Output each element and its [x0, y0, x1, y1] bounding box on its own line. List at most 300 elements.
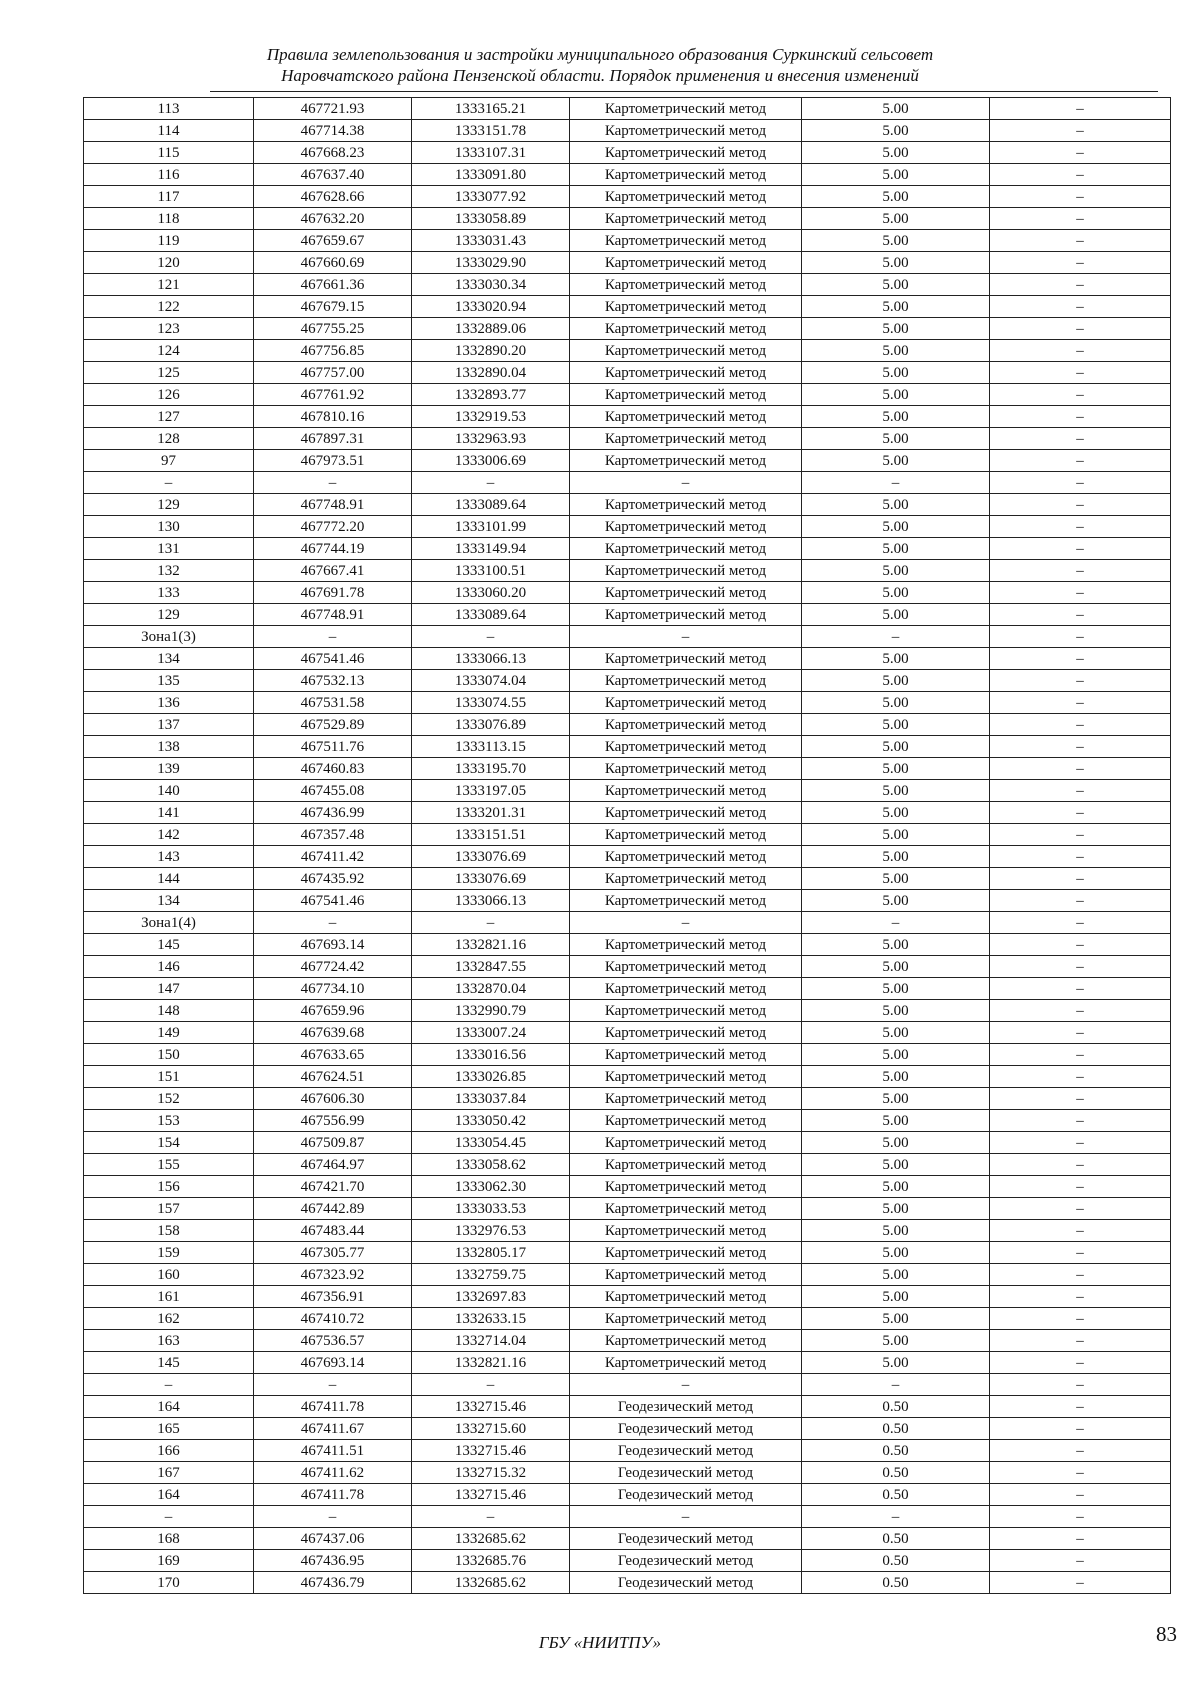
- table-row: [84, 824, 1171, 846]
- x-coordinate-cell: 467724.42: [254, 956, 412, 978]
- description-cell: –: [990, 692, 1171, 714]
- description-cell: –: [990, 802, 1171, 824]
- description-cell: –: [990, 362, 1171, 384]
- point-number-cell: 160: [84, 1264, 254, 1286]
- y-coordinate-cell: 1333076.69: [412, 846, 570, 868]
- table-row: [84, 890, 1171, 912]
- x-coordinate-cell: 467356.91: [254, 1286, 412, 1308]
- method-cell: Картометрический метод: [570, 340, 802, 362]
- method-cell: Геодезический метод: [570, 1396, 802, 1418]
- x-coordinate-cell: 467436.79: [254, 1572, 412, 1594]
- method-cell: Геодезический метод: [570, 1550, 802, 1572]
- method-cell: Картометрический метод: [570, 978, 802, 1000]
- description-cell: –: [990, 1374, 1171, 1396]
- description-cell: –: [990, 252, 1171, 274]
- point-number-cell: 167: [84, 1462, 254, 1484]
- table-row: [84, 692, 1171, 714]
- point-number-cell: 144: [84, 868, 254, 890]
- point-number-cell: 129: [84, 494, 254, 516]
- accuracy-cell: 5.00: [802, 890, 990, 912]
- x-coordinate-cell: 467411.42: [254, 846, 412, 868]
- y-coordinate-cell: 1332715.46: [412, 1484, 570, 1506]
- y-coordinate-cell: 1333031.43: [412, 230, 570, 252]
- x-coordinate-cell: 467541.46: [254, 648, 412, 670]
- method-cell: Картометрический метод: [570, 164, 802, 186]
- description-cell: –: [990, 472, 1171, 494]
- x-coordinate-cell: 467442.89: [254, 1198, 412, 1220]
- y-coordinate-cell: 1333151.78: [412, 120, 570, 142]
- x-coordinate-cell: 467734.10: [254, 978, 412, 1000]
- method-cell: Картометрический метод: [570, 802, 802, 824]
- method-cell: Картометрический метод: [570, 1264, 802, 1286]
- table-row: [84, 780, 1171, 802]
- description-cell: –: [990, 670, 1171, 692]
- x-coordinate-cell: 467421.70: [254, 1176, 412, 1198]
- table-row: [84, 186, 1171, 208]
- table-row: [84, 758, 1171, 780]
- accuracy-cell: 5.00: [802, 604, 990, 626]
- method-cell: Картометрический метод: [570, 956, 802, 978]
- accuracy-cell: 5.00: [802, 1088, 990, 1110]
- description-cell: –: [990, 98, 1171, 120]
- method-cell: Картометрический метод: [570, 736, 802, 758]
- method-cell: Геодезический метод: [570, 1484, 802, 1506]
- description-cell: –: [990, 1484, 1171, 1506]
- x-coordinate-cell: –: [254, 1374, 412, 1396]
- y-coordinate-cell: 1332805.17: [412, 1242, 570, 1264]
- method-cell: Картометрический метод: [570, 758, 802, 780]
- method-cell: Картометрический метод: [570, 406, 802, 428]
- table-row: [84, 1198, 1171, 1220]
- description-cell: –: [990, 1022, 1171, 1044]
- table-row: [84, 1396, 1171, 1418]
- description-cell: –: [990, 1550, 1171, 1572]
- method-cell: Картометрический метод: [570, 1176, 802, 1198]
- accuracy-cell: 5.00: [802, 692, 990, 714]
- description-cell: –: [990, 340, 1171, 362]
- method-cell: Геодезический метод: [570, 1418, 802, 1440]
- point-number-cell: 136: [84, 692, 254, 714]
- point-number-cell: 147: [84, 978, 254, 1000]
- point-number-cell: 124: [84, 340, 254, 362]
- accuracy-cell: 5.00: [802, 736, 990, 758]
- description-cell: –: [990, 648, 1171, 670]
- point-number-cell: 113: [84, 98, 254, 120]
- accuracy-cell: –: [802, 1374, 990, 1396]
- description-cell: –: [990, 1286, 1171, 1308]
- point-number-cell: 114: [84, 120, 254, 142]
- y-coordinate-cell: 1333029.90: [412, 252, 570, 274]
- y-coordinate-cell: 1333074.04: [412, 670, 570, 692]
- point-number-cell: 146: [84, 956, 254, 978]
- description-cell: –: [990, 780, 1171, 802]
- point-number-cell: 129: [84, 604, 254, 626]
- method-cell: Картометрический метод: [570, 384, 802, 406]
- point-number-cell: –: [84, 1374, 254, 1396]
- table-row: [84, 274, 1171, 296]
- y-coordinate-cell: 1332919.53: [412, 406, 570, 428]
- method-cell: Картометрический метод: [570, 890, 802, 912]
- method-cell: Картометрический метод: [570, 538, 802, 560]
- accuracy-cell: 5.00: [802, 868, 990, 890]
- description-cell: –: [990, 406, 1171, 428]
- point-number-cell: 123: [84, 318, 254, 340]
- y-coordinate-cell: 1333165.21: [412, 98, 570, 120]
- y-coordinate-cell: 1333016.56: [412, 1044, 570, 1066]
- table-row: [84, 1220, 1171, 1242]
- x-coordinate-cell: 467511.76: [254, 736, 412, 758]
- accuracy-cell: 5.00: [802, 538, 990, 560]
- point-number-cell: 134: [84, 648, 254, 670]
- table-row: [84, 1110, 1171, 1132]
- accuracy-cell: 5.00: [802, 1198, 990, 1220]
- y-coordinate-cell: 1333062.30: [412, 1176, 570, 1198]
- x-coordinate-cell: 467632.20: [254, 208, 412, 230]
- y-coordinate-cell: 1333006.69: [412, 450, 570, 472]
- x-coordinate-cell: 467411.62: [254, 1462, 412, 1484]
- point-number-cell: 132: [84, 560, 254, 582]
- accuracy-cell: 5.00: [802, 428, 990, 450]
- x-coordinate-cell: 467323.92: [254, 1264, 412, 1286]
- y-coordinate-cell: 1333066.13: [412, 648, 570, 670]
- x-coordinate-cell: –: [254, 1506, 412, 1528]
- method-cell: –: [570, 912, 802, 934]
- description-cell: –: [990, 1264, 1171, 1286]
- y-coordinate-cell: 1333050.42: [412, 1110, 570, 1132]
- accuracy-cell: 5.00: [802, 1308, 990, 1330]
- x-coordinate-cell: 467628.66: [254, 186, 412, 208]
- method-cell: Картометрический метод: [570, 1154, 802, 1176]
- x-coordinate-cell: 467606.30: [254, 1088, 412, 1110]
- table-row: [84, 538, 1171, 560]
- table-row: [84, 1022, 1171, 1044]
- accuracy-cell: 5.00: [802, 142, 990, 164]
- method-cell: Картометрический метод: [570, 274, 802, 296]
- method-cell: Геодезический метод: [570, 1572, 802, 1594]
- table-row: [84, 846, 1171, 868]
- method-cell: Картометрический метод: [570, 1000, 802, 1022]
- accuracy-cell: 5.00: [802, 648, 990, 670]
- description-cell: –: [990, 758, 1171, 780]
- point-number-cell: 117: [84, 186, 254, 208]
- x-coordinate-cell: 467668.23: [254, 142, 412, 164]
- y-coordinate-cell: 1332697.83: [412, 1286, 570, 1308]
- table-row: [84, 582, 1171, 604]
- description-cell: –: [990, 516, 1171, 538]
- accuracy-cell: 5.00: [802, 98, 990, 120]
- point-number-cell: Зона1(3): [84, 626, 254, 648]
- method-cell: –: [570, 626, 802, 648]
- page-number: 83: [1156, 1622, 1177, 1646]
- y-coordinate-cell: 1333149.94: [412, 538, 570, 560]
- accuracy-cell: 5.00: [802, 406, 990, 428]
- x-coordinate-cell: 467679.15: [254, 296, 412, 318]
- point-number-cell: 133: [84, 582, 254, 604]
- method-cell: Картометрический метод: [570, 1242, 802, 1264]
- page-header: [0, 44, 1200, 86]
- point-number-cell: 119: [84, 230, 254, 252]
- y-coordinate-cell: 1332714.04: [412, 1330, 570, 1352]
- x-coordinate-cell: 467637.40: [254, 164, 412, 186]
- method-cell: Картометрический метод: [570, 318, 802, 340]
- method-cell: Картометрический метод: [570, 186, 802, 208]
- point-number-cell: 150: [84, 1044, 254, 1066]
- description-cell: –: [990, 1440, 1171, 1462]
- point-number-cell: 128: [84, 428, 254, 450]
- x-coordinate-cell: –: [254, 472, 412, 494]
- point-number-cell: 159: [84, 1242, 254, 1264]
- x-coordinate-cell: 467693.14: [254, 934, 412, 956]
- table-row: [84, 472, 1171, 494]
- method-cell: Картометрический метод: [570, 1220, 802, 1242]
- accuracy-cell: 5.00: [802, 1242, 990, 1264]
- x-coordinate-cell: 467357.48: [254, 824, 412, 846]
- y-coordinate-cell: 1332890.20: [412, 340, 570, 362]
- accuracy-cell: 5.00: [802, 1330, 990, 1352]
- x-coordinate-cell: 467761.92: [254, 384, 412, 406]
- x-coordinate-cell: 467411.67: [254, 1418, 412, 1440]
- y-coordinate-cell: 1332893.77: [412, 384, 570, 406]
- method-cell: Картометрический метод: [570, 142, 802, 164]
- table-row: [84, 1418, 1171, 1440]
- table-row: [84, 1550, 1171, 1572]
- x-coordinate-cell: 467483.44: [254, 1220, 412, 1242]
- x-coordinate-cell: 467536.57: [254, 1330, 412, 1352]
- description-cell: –: [990, 1000, 1171, 1022]
- y-coordinate-cell: –: [412, 472, 570, 494]
- description-cell: –: [990, 1396, 1171, 1418]
- accuracy-cell: 5.00: [802, 824, 990, 846]
- method-cell: Картометрический метод: [570, 98, 802, 120]
- accuracy-cell: 5.00: [802, 1352, 990, 1374]
- method-cell: –: [570, 1506, 802, 1528]
- table-row: [84, 1440, 1171, 1462]
- description-cell: –: [990, 538, 1171, 560]
- method-cell: Картометрический метод: [570, 1352, 802, 1374]
- coordinates-table-body: [84, 98, 1171, 1594]
- y-coordinate-cell: 1333197.05: [412, 780, 570, 802]
- description-cell: –: [990, 296, 1171, 318]
- description-cell: –: [990, 604, 1171, 626]
- method-cell: Картометрический метод: [570, 516, 802, 538]
- accuracy-cell: 5.00: [802, 318, 990, 340]
- table-row: [84, 1264, 1171, 1286]
- y-coordinate-cell: 1332685.62: [412, 1572, 570, 1594]
- point-number-cell: 155: [84, 1154, 254, 1176]
- accuracy-cell: 5.00: [802, 384, 990, 406]
- method-cell: Картометрический метод: [570, 582, 802, 604]
- method-cell: Картометрический метод: [570, 428, 802, 450]
- accuracy-cell: 5.00: [802, 1286, 990, 1308]
- x-coordinate-cell: 467756.85: [254, 340, 412, 362]
- point-number-cell: 142: [84, 824, 254, 846]
- table-row: [84, 626, 1171, 648]
- y-coordinate-cell: 1332976.53: [412, 1220, 570, 1242]
- x-coordinate-cell: 467305.77: [254, 1242, 412, 1264]
- accuracy-cell: 5.00: [802, 802, 990, 824]
- method-cell: Картометрический метод: [570, 824, 802, 846]
- x-coordinate-cell: 467531.58: [254, 692, 412, 714]
- x-coordinate-cell: 467556.99: [254, 1110, 412, 1132]
- accuracy-cell: 5.00: [802, 846, 990, 868]
- point-number-cell: 97: [84, 450, 254, 472]
- footer-organization: ГБУ «НИИТПУ»: [538, 1633, 662, 1652]
- table-row: [84, 934, 1171, 956]
- x-coordinate-cell: 467411.78: [254, 1484, 412, 1506]
- accuracy-cell: 5.00: [802, 1022, 990, 1044]
- method-cell: Геодезический метод: [570, 1440, 802, 1462]
- description-cell: –: [990, 450, 1171, 472]
- accuracy-cell: 5.00: [802, 560, 990, 582]
- point-number-cell: 145: [84, 1352, 254, 1374]
- method-cell: Картометрический метод: [570, 1132, 802, 1154]
- table-row: [84, 736, 1171, 758]
- x-coordinate-cell: 467509.87: [254, 1132, 412, 1154]
- description-cell: –: [990, 120, 1171, 142]
- table-row: [84, 1572, 1171, 1594]
- method-cell: Картометрический метод: [570, 230, 802, 252]
- description-cell: –: [990, 1506, 1171, 1528]
- description-cell: –: [990, 1418, 1171, 1440]
- point-number-cell: 131: [84, 538, 254, 560]
- point-number-cell: 122: [84, 296, 254, 318]
- y-coordinate-cell: –: [412, 626, 570, 648]
- y-coordinate-cell: 1333060.20: [412, 582, 570, 604]
- point-number-cell: 151: [84, 1066, 254, 1088]
- method-cell: Картометрический метод: [570, 648, 802, 670]
- description-cell: –: [990, 1044, 1171, 1066]
- table-row: [84, 164, 1171, 186]
- description-cell: –: [990, 164, 1171, 186]
- table-row: [84, 1528, 1171, 1550]
- description-cell: –: [990, 186, 1171, 208]
- point-number-cell: 164: [84, 1396, 254, 1418]
- description-cell: –: [990, 824, 1171, 846]
- table-row: [84, 1330, 1171, 1352]
- description-cell: –: [990, 1220, 1171, 1242]
- table-row: [84, 802, 1171, 824]
- y-coordinate-cell: 1332870.04: [412, 978, 570, 1000]
- y-coordinate-cell: 1332715.46: [412, 1440, 570, 1462]
- y-coordinate-cell: 1333201.31: [412, 802, 570, 824]
- accuracy-cell: 5.00: [802, 978, 990, 1000]
- table-row: [84, 318, 1171, 340]
- accuracy-cell: 5.00: [802, 714, 990, 736]
- description-cell: –: [990, 846, 1171, 868]
- method-cell: Картометрический метод: [570, 1198, 802, 1220]
- description-cell: –: [990, 1198, 1171, 1220]
- table-row: [84, 406, 1171, 428]
- table-row: [84, 1000, 1171, 1022]
- point-number-cell: 145: [84, 934, 254, 956]
- y-coordinate-cell: 1332821.16: [412, 1352, 570, 1374]
- point-number-cell: 134: [84, 890, 254, 912]
- point-number-cell: 140: [84, 780, 254, 802]
- x-coordinate-cell: 467693.14: [254, 1352, 412, 1374]
- point-number-cell: 139: [84, 758, 254, 780]
- method-cell: Картометрический метод: [570, 560, 802, 582]
- accuracy-cell: 5.00: [802, 956, 990, 978]
- table-row: [84, 1044, 1171, 1066]
- table-row: [84, 1154, 1171, 1176]
- table-row: [84, 560, 1171, 582]
- y-coordinate-cell: 1333007.24: [412, 1022, 570, 1044]
- point-number-cell: 143: [84, 846, 254, 868]
- point-number-cell: 152: [84, 1088, 254, 1110]
- method-cell: Геодезический метод: [570, 1462, 802, 1484]
- point-number-cell: 137: [84, 714, 254, 736]
- table-row: [84, 604, 1171, 626]
- description-cell: –: [990, 1176, 1171, 1198]
- description-cell: –: [990, 1242, 1171, 1264]
- description-cell: –: [990, 1154, 1171, 1176]
- point-number-cell: 135: [84, 670, 254, 692]
- method-cell: Картометрический метод: [570, 252, 802, 274]
- y-coordinate-cell: 1332821.16: [412, 934, 570, 956]
- method-cell: Картометрический метод: [570, 868, 802, 890]
- description-cell: –: [990, 384, 1171, 406]
- x-coordinate-cell: 467755.25: [254, 318, 412, 340]
- table-row: [84, 1374, 1171, 1396]
- description-cell: –: [990, 1462, 1171, 1484]
- accuracy-cell: 5.00: [802, 1154, 990, 1176]
- accuracy-cell: 5.00: [802, 934, 990, 956]
- point-number-cell: 149: [84, 1022, 254, 1044]
- description-cell: –: [990, 1088, 1171, 1110]
- point-number-cell: 141: [84, 802, 254, 824]
- x-coordinate-cell: 467714.38: [254, 120, 412, 142]
- description-cell: –: [990, 934, 1171, 956]
- x-coordinate-cell: 467973.51: [254, 450, 412, 472]
- description-cell: –: [990, 978, 1171, 1000]
- y-coordinate-cell: –: [412, 1506, 570, 1528]
- point-number-cell: –: [84, 472, 254, 494]
- method-cell: Картометрический метод: [570, 450, 802, 472]
- accuracy-cell: 5.00: [802, 362, 990, 384]
- description-cell: –: [990, 736, 1171, 758]
- accuracy-cell: 5.00: [802, 1110, 990, 1132]
- method-cell: Картометрический метод: [570, 670, 802, 692]
- table-row: [84, 1132, 1171, 1154]
- y-coordinate-cell: 1332890.04: [412, 362, 570, 384]
- table-row: [84, 1352, 1171, 1374]
- table-row: [84, 362, 1171, 384]
- x-coordinate-cell: 467460.83: [254, 758, 412, 780]
- method-cell: Картометрический метод: [570, 296, 802, 318]
- description-cell: –: [990, 912, 1171, 934]
- x-coordinate-cell: 467748.91: [254, 494, 412, 516]
- y-coordinate-cell: –: [412, 912, 570, 934]
- accuracy-cell: 0.50: [802, 1396, 990, 1418]
- point-number-cell: 120: [84, 252, 254, 274]
- y-coordinate-cell: 1333026.85: [412, 1066, 570, 1088]
- accuracy-cell: 0.50: [802, 1440, 990, 1462]
- x-coordinate-cell: 467721.93: [254, 98, 412, 120]
- accuracy-cell: 5.00: [802, 340, 990, 362]
- y-coordinate-cell: 1332759.75: [412, 1264, 570, 1286]
- x-coordinate-cell: 467659.67: [254, 230, 412, 252]
- table-row: [84, 1286, 1171, 1308]
- y-coordinate-cell: 1332685.62: [412, 1528, 570, 1550]
- accuracy-cell: 5.00: [802, 1220, 990, 1242]
- table-row: [84, 648, 1171, 670]
- point-number-cell: 148: [84, 1000, 254, 1022]
- description-cell: –: [990, 142, 1171, 164]
- x-coordinate-cell: 467436.95: [254, 1550, 412, 1572]
- accuracy-cell: 5.00: [802, 252, 990, 274]
- description-cell: –: [990, 428, 1171, 450]
- y-coordinate-cell: 1332633.15: [412, 1308, 570, 1330]
